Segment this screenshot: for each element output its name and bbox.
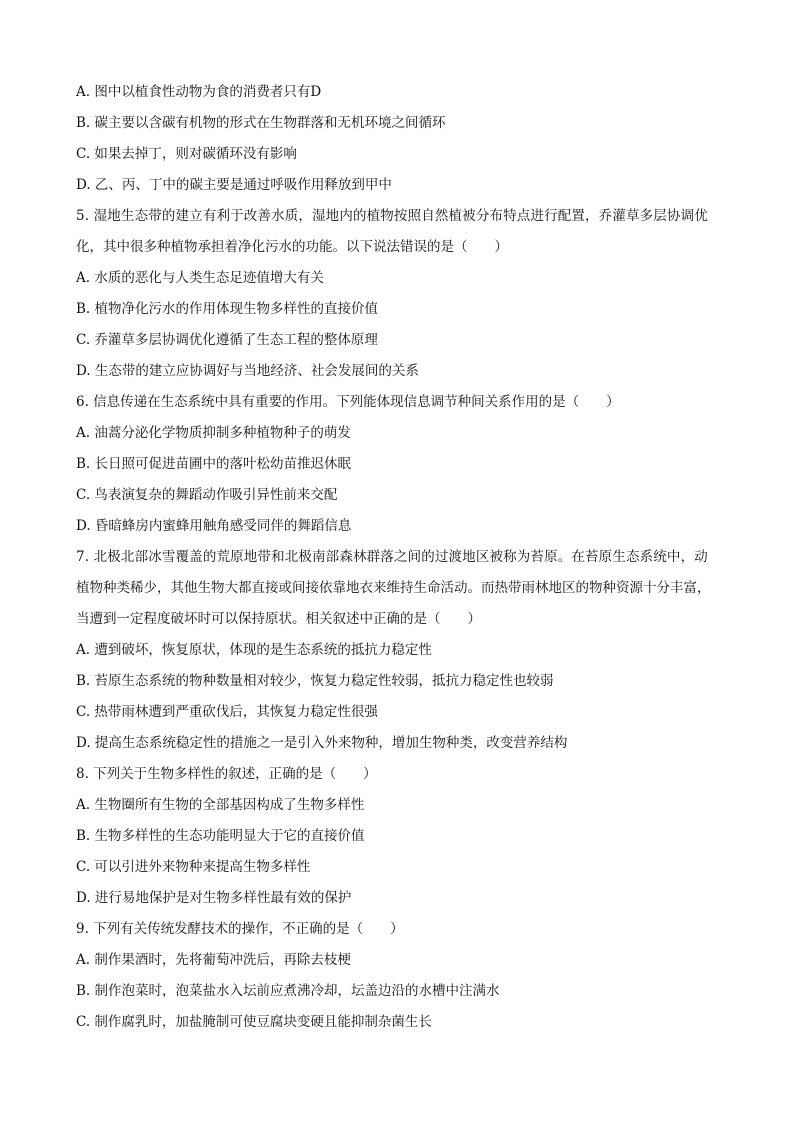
option-line: A. 生物圈所有生物的全部基因构成了生物多样性 <box>76 797 365 813</box>
question-stem: 7. 北极北部冰雪覆盖的荒原地带和北极南部森林群落之间的过渡地区被称为苔原。在苔原生态系统中，动 <box>76 549 708 565</box>
question-stem: 9. 下列有关传统发酵技术的操作，不正确的是（ ） <box>76 921 404 937</box>
option-line: D. 提高生态系统稳定性的措施之一是引入外来物种，增加生物种类，改变营养结构 <box>76 735 568 751</box>
option-line: D. 乙、丙、丁中的碳主要是通过呼吸作用释放到甲中 <box>76 177 392 193</box>
option-line: C. 乔灌草多层协调优化遵循了生态工程的整体原理 <box>76 332 378 348</box>
option-line: A. 制作果酒时，先将葡萄冲洗后，再除去枝梗 <box>76 952 351 968</box>
option-line: A. 图中以植食性动物为食的消费者只有D <box>76 84 322 100</box>
option-line: C. 制作腐乳时，加盐腌制可使豆腐块变硬且能抑制杂菌生长 <box>76 1014 432 1030</box>
option-line: C. 热带雨林遭到严重砍伐后，其恢复力稳定性很强 <box>76 704 378 720</box>
option-line: D. 昏暗蜂房内蜜蜂用触角感受同伴的舞蹈信息 <box>76 518 352 534</box>
option-line: A. 水质的恶化与人类生态足迹值增大有关 <box>76 270 324 286</box>
option-line: D. 生态带的建立应协调好与当地经济、社会发展间的关系 <box>76 363 419 379</box>
option-line: B. 苔原生态系统的物种数量相对较少，恢复力稳定性较弱，抵抗力稳定性也较弱 <box>76 673 554 689</box>
option-line: B. 长日照可促进苗圃中的落叶松幼苗推迟休眠 <box>76 456 352 472</box>
option-line: B. 碳主要以含碳有机物的形式在生物群落和无机环境之间循环 <box>76 115 446 131</box>
question-stem: 化，其中很多种植物承担着净化污水的功能。以下说法错误的是（ ） <box>76 239 508 255</box>
option-line: B. 植物净化污水的作用体现生物多样性的直接价值 <box>76 301 379 317</box>
question-stem: 6. 信息传递在生态系统中具有重要的作用。下列能体现信息调节种间关系作用的是（ ） <box>76 394 620 410</box>
option-line: B. 制作泡菜时，泡菜盐水入坛前应煮沸冷却，坛盖边沿的水槽中注满水 <box>76 983 500 999</box>
option-line: C. 可以引进外来物种来提高生物多样性 <box>76 859 311 875</box>
question-stem: 8. 下列关于生物多样性的叙述，正确的是（ ） <box>76 766 377 782</box>
option-line: D. 进行易地保护是对生物多样性最有效的保护 <box>76 890 352 906</box>
option-line: C. 鸟表演复杂的舞蹈动作吸引异性前来交配 <box>76 487 338 503</box>
question-stem: 当遭到一定程度破坏时可以保持原状。相关叙述中正确的是（ ） <box>76 611 481 627</box>
option-line: A. 油蒿分泌化学物质抑制多种植物种子的萌发 <box>76 425 351 441</box>
option-line: B. 生物多样性的生态功能明显大于它的直接价值 <box>76 828 365 844</box>
question-stem: 5. 湿地生态带的建立有利于改善水质，湿地内的植物按照自然植被分布特点进行配置，乔灌草多层协调优 <box>76 208 708 224</box>
question-stem: 植物种类稀少，其他生物大都直接或间接依靠地衣来维持生命活动。而热带雨林地区的物种资源十分丰富， <box>76 580 711 596</box>
option-line: C. 如果去掉丁，则对碳循环没有影响 <box>76 146 297 162</box>
option-line: A. 遭到破坏，恢复原状，体现的是生态系统的抵抗力稳定性 <box>76 642 432 658</box>
